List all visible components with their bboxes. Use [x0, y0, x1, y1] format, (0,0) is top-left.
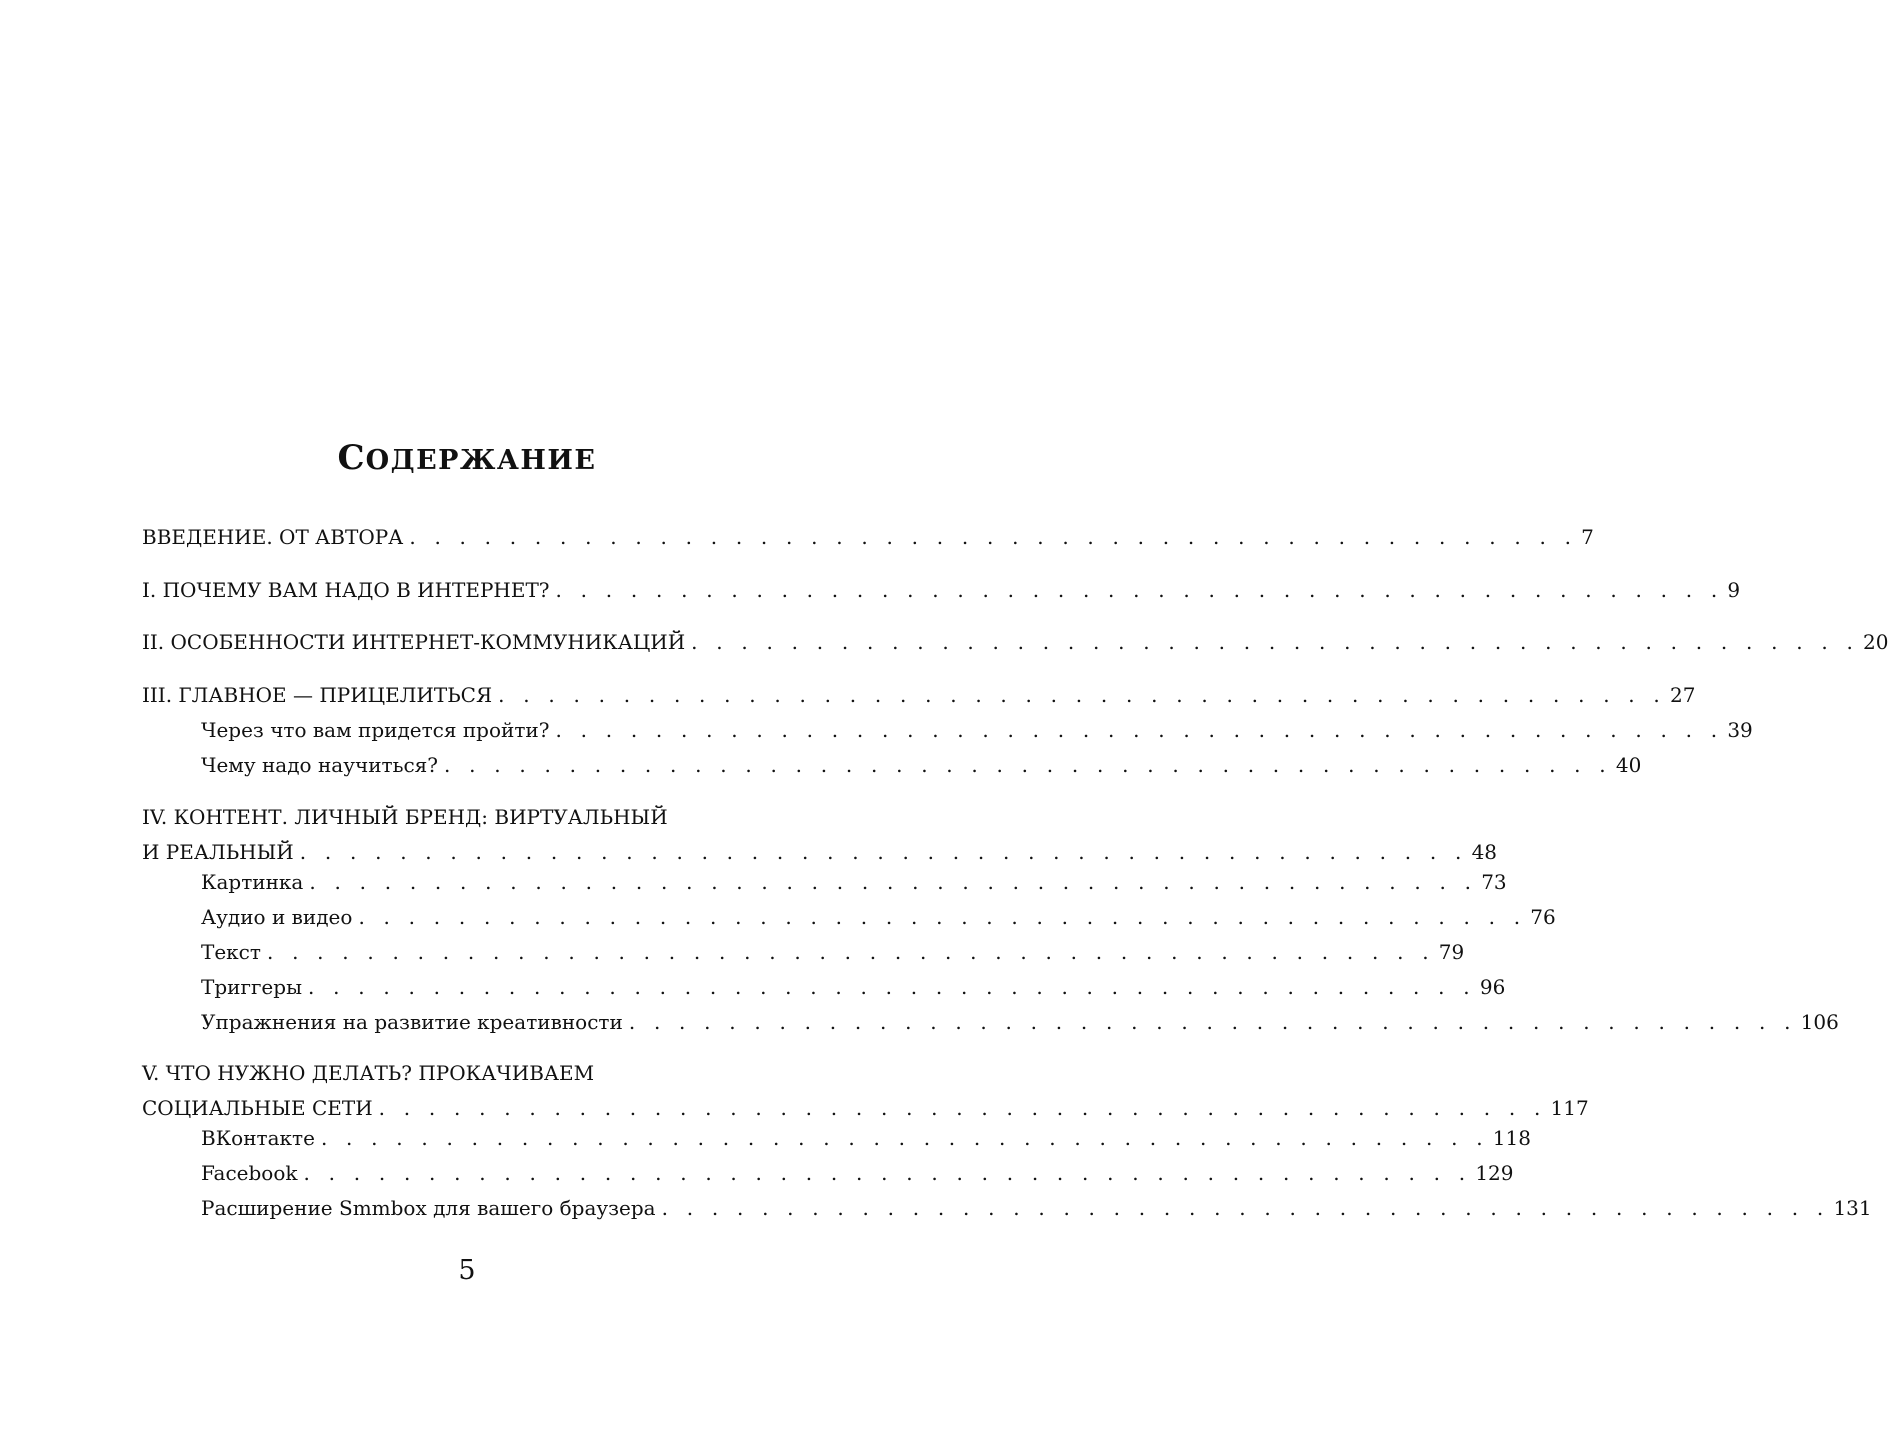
toc-leader-dots: . . . . . . . . . . . . . . . . . . . . . . . . . . . . . . . . . . . . . . . . . . . . . . .: [266, 940, 1435, 964]
toc-page-number: 106: [1800, 1010, 1839, 1034]
toc-entry-label: Картинка: [201, 870, 304, 894]
toc-entry-label: Аудио и видео: [201, 905, 353, 929]
toc-entry-section[interactable]: [201, 865, 1507, 900]
toc-entry-section[interactable]: [201, 970, 1506, 1005]
toc-entry-label: Упражнения на развитие креативности: [201, 1010, 623, 1034]
toc-entry-section[interactable]: [201, 713, 1753, 748]
toc-entry-chapter-4[interactable]: [142, 800, 1498, 870]
toc-leader-dots: . . . . . . . . . . . . . . . . . . . . . . . . . . . . . . . . . . . . . . . . . . . . . . .: [303, 1161, 1472, 1185]
toc-leader-dots: . . . . . . . . . . . . . . . . . . . . . . . . . . . . . . . . . . . . . . . . . . . . . . .: [358, 905, 1527, 929]
toc-entry-chapter-5[interactable]: [142, 1056, 1589, 1126]
toc-entry-section[interactable]: [201, 1156, 1514, 1191]
toc-page-number: 40: [1615, 753, 1642, 777]
toc-entry-section[interactable]: [201, 1121, 1531, 1156]
toc-entry-label: Через что вам придется пройти?: [201, 718, 550, 742]
toc-page-number: 117: [1550, 1096, 1589, 1120]
toc-entry-label-line1: IV. КОНТЕНТ. ЛИЧНЫЙ БРЕНД: ВИРТУАЛЬНЫЙ: [142, 805, 668, 829]
toc-entry-section[interactable]: [201, 900, 1556, 935]
toc-page-number: 76: [1530, 905, 1556, 929]
toc-entry-section[interactable]: [201, 748, 1642, 783]
toc-page-number: 7: [1581, 525, 1594, 549]
toc-entry-label: ВВЕДЕНИЕ. ОТ АВТОРА: [142, 525, 404, 549]
toc-leader-dots: . . . . . . . . . . . . . . . . . . . . . . . . . . . . . . . . . . . . . . . . . . . . . . .: [628, 1010, 1797, 1034]
toc-entry-label: Триггеры: [201, 975, 302, 999]
toc-leader-dots: . . . . . . . . . . . . . . . . . . . . . . . . . . . . . . . . . . . . . . . . . . . . . . .: [320, 1126, 1489, 1150]
toc-entry-label: Расширение Smmbox для вашего браузера: [201, 1196, 656, 1220]
toc-page-number: 73: [1481, 870, 1507, 894]
toc-leader-dots: . . . . . . . . . . . . . . . . . . . . . . . . . . . . . . . . . . . . . . . . . . . . . . .: [299, 840, 1468, 864]
toc-page-number: 131: [1833, 1196, 1872, 1220]
toc-page-number: 9: [1727, 578, 1741, 602]
toc-leader-dots: . . . . . . . . . . . . . . . . . . . . . . . . . . . . . . . . . . . . . . . . . . . . . . .: [498, 683, 1666, 707]
toc-page-number: 48: [1471, 840, 1498, 864]
toc-leader-dots: . . . . . . . . . . . . . . . . . . . . . . . . . . . . . . . . . . . . . . . . . . . . . . .: [555, 578, 1724, 602]
toc-leader-dots: . . . . . . . . . . . . . . . . . . . . . . . . . . . . . . . . . . . . . . . . . . . . . . .: [309, 870, 1478, 894]
page-number-footer: 5: [458, 1255, 476, 1286]
toc-entry-label: Facebook: [201, 1161, 298, 1185]
toc-entry-chapter-2[interactable]: [142, 625, 1888, 660]
toc-entry-label: I. ПОЧЕМУ ВАМ НАДО В ИНТЕРНЕТ?: [142, 578, 550, 602]
toc-entry-intro[interactable]: [142, 520, 1594, 555]
toc-entry-label: И РЕАЛЬНЫЙ: [142, 840, 294, 864]
toc-entry-label: II. ОСОБЕННОСТИ ИНТЕРНЕТ-КОММУНИКАЦИЙ: [142, 630, 686, 654]
toc-leader-dots: . . . . . . . . . . . . . . . . . . . . . . . . . . . . . . . . . . . . . . . . . . . . . . .: [555, 718, 1724, 742]
toc-leader-dots: . . . . . . . . . . . . . . . . . . . . . . . . . . . . . . . . . . . . . . . . . . . . . . .: [409, 525, 1578, 549]
toc-entry-label: Чему надо научиться?: [201, 753, 439, 777]
toc-entry-chapter-3[interactable]: [142, 678, 1696, 713]
toc-entry-label: III. ГЛАВНОЕ — ПРИЦЕЛИТЬСЯ: [142, 683, 493, 707]
toc-entry-chapter-1[interactable]: [142, 573, 1741, 608]
toc-leader-dots: . . . . . . . . . . . . . . . . . . . . . . . . . . . . . . . . . . . . . . . . . . . . . . .: [691, 630, 1860, 654]
toc-leader-dots: . . . . . . . . . . . . . . . . . . . . . . . . . . . . . . . . . . . . . . . . . . . . . . .: [444, 753, 1612, 777]
toc-entry-label: ВКонтакте: [201, 1126, 315, 1150]
toc-page-number: 27: [1669, 683, 1696, 707]
toc-entry-label-line1: V. ЧТО НУЖНО ДЕЛАТЬ? ПРОКАЧИВАЕМ: [142, 1061, 595, 1085]
toc-page-number: 96: [1479, 975, 1506, 999]
toc-page-number: 39: [1727, 718, 1753, 742]
toc-page-number: 20: [1863, 630, 1888, 654]
toc-leader-dots: . . . . . . . . . . . . . . . . . . . . . . . . . . . . . . . . . . . . . . . . . . . . . . .: [378, 1096, 1547, 1120]
title-rest: ОДЕРЖАНИЕ: [365, 445, 597, 476]
toc-page-number: 118: [1492, 1126, 1531, 1150]
toc-entry-label: Текст: [201, 940, 261, 964]
toc-entry-section[interactable]: [201, 935, 1465, 970]
toc-page-number: 79: [1438, 940, 1465, 964]
toc-entry-label: СОЦИАЛЬНЫЕ СЕТИ: [142, 1096, 373, 1120]
title-initial: С: [337, 438, 366, 478]
page-title: [0, 433, 934, 486]
toc-leader-dots: . . . . . . . . . . . . . . . . . . . . . . . . . . . . . . . . . . . . . . . . . . . . . . .: [661, 1196, 1830, 1220]
toc-entry-section[interactable]: [201, 1191, 1872, 1226]
toc-entry-section[interactable]: [201, 1005, 1839, 1040]
toc-leader-dots: . . . . . . . . . . . . . . . . . . . . . . . . . . . . . . . . . . . . . . . . . . . . . . .: [308, 975, 1476, 999]
toc-page-number: 129: [1475, 1161, 1514, 1185]
